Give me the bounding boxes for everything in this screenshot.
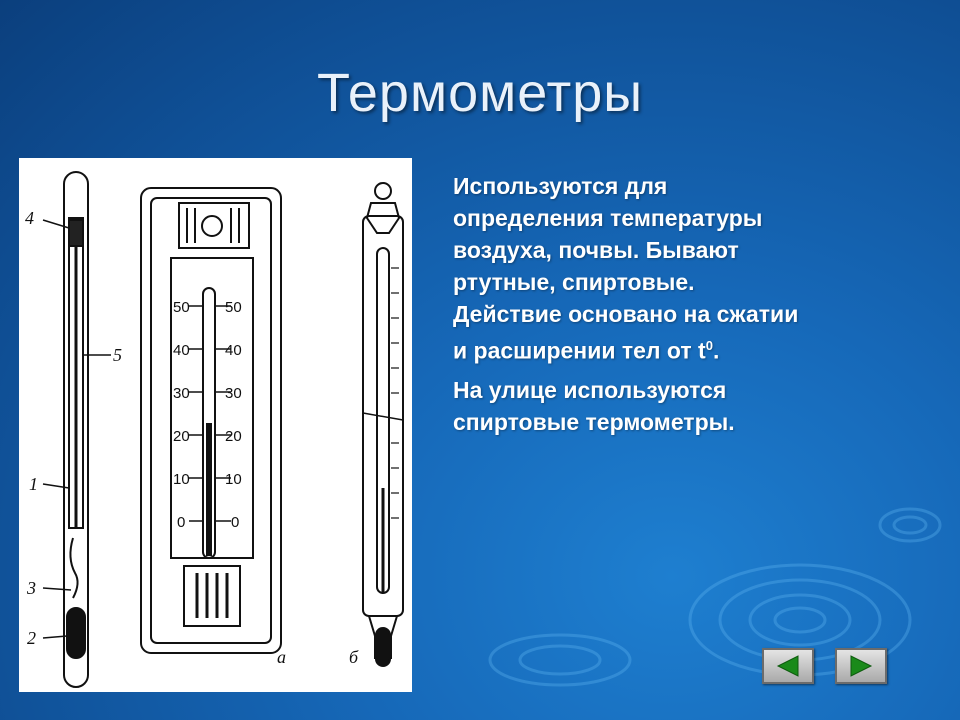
text-line: Используются для <box>453 173 668 199</box>
text-line: Действие основано на сжатии <box>453 301 799 327</box>
text-line-end: . <box>712 337 720 364</box>
text-line: спиртовые термометры. <box>453 408 735 435</box>
caption-a: а <box>277 647 286 667</box>
callout-3: 3 <box>27 578 36 598</box>
scale-right-30: 30 <box>225 385 242 402</box>
text-line: воздуха, почвы. Бывают <box>453 237 739 263</box>
slide-title: Термометры <box>316 63 644 123</box>
triangle-right-icon <box>837 650 885 682</box>
callout-1: 1 <box>29 474 38 494</box>
caption-b: б <box>349 647 359 667</box>
text-line: На улице используются <box>453 376 727 403</box>
scale-right-0: 0 <box>231 514 240 531</box>
thermometers-drawing <box>19 158 412 692</box>
scale-right-40: 40 <box>225 342 242 359</box>
description-text <box>453 170 873 445</box>
scale-right-50: 50 <box>225 299 242 316</box>
thermometers-illustration <box>19 158 412 692</box>
next-slide-button[interactable] <box>835 648 887 684</box>
scale-right-20: 20 <box>225 428 242 445</box>
callout-5: 5 <box>113 345 122 365</box>
paragraph-usage <box>453 170 873 367</box>
text-line: и расширении тел от t <box>453 337 706 364</box>
callout-2: 2 <box>27 628 36 648</box>
scale-left-50: 50 <box>173 299 190 316</box>
scale-left-0: 0 <box>177 514 186 531</box>
callout-4: 4 <box>25 208 34 228</box>
triangle-left-icon <box>764 650 812 682</box>
superscript-zero: 0 <box>705 338 713 353</box>
scale-left-30: 30 <box>173 385 190 402</box>
scale-right-10: 10 <box>225 471 242 488</box>
text-line: определения температуры <box>453 205 763 231</box>
paragraph-outdoor <box>453 374 873 438</box>
scale-left-20: 20 <box>173 428 190 445</box>
scale-left-40: 40 <box>173 342 190 359</box>
scale-left-10: 10 <box>173 471 190 488</box>
text-line: ртутные, спиртовые. <box>453 269 695 295</box>
previous-slide-button[interactable] <box>762 648 814 684</box>
